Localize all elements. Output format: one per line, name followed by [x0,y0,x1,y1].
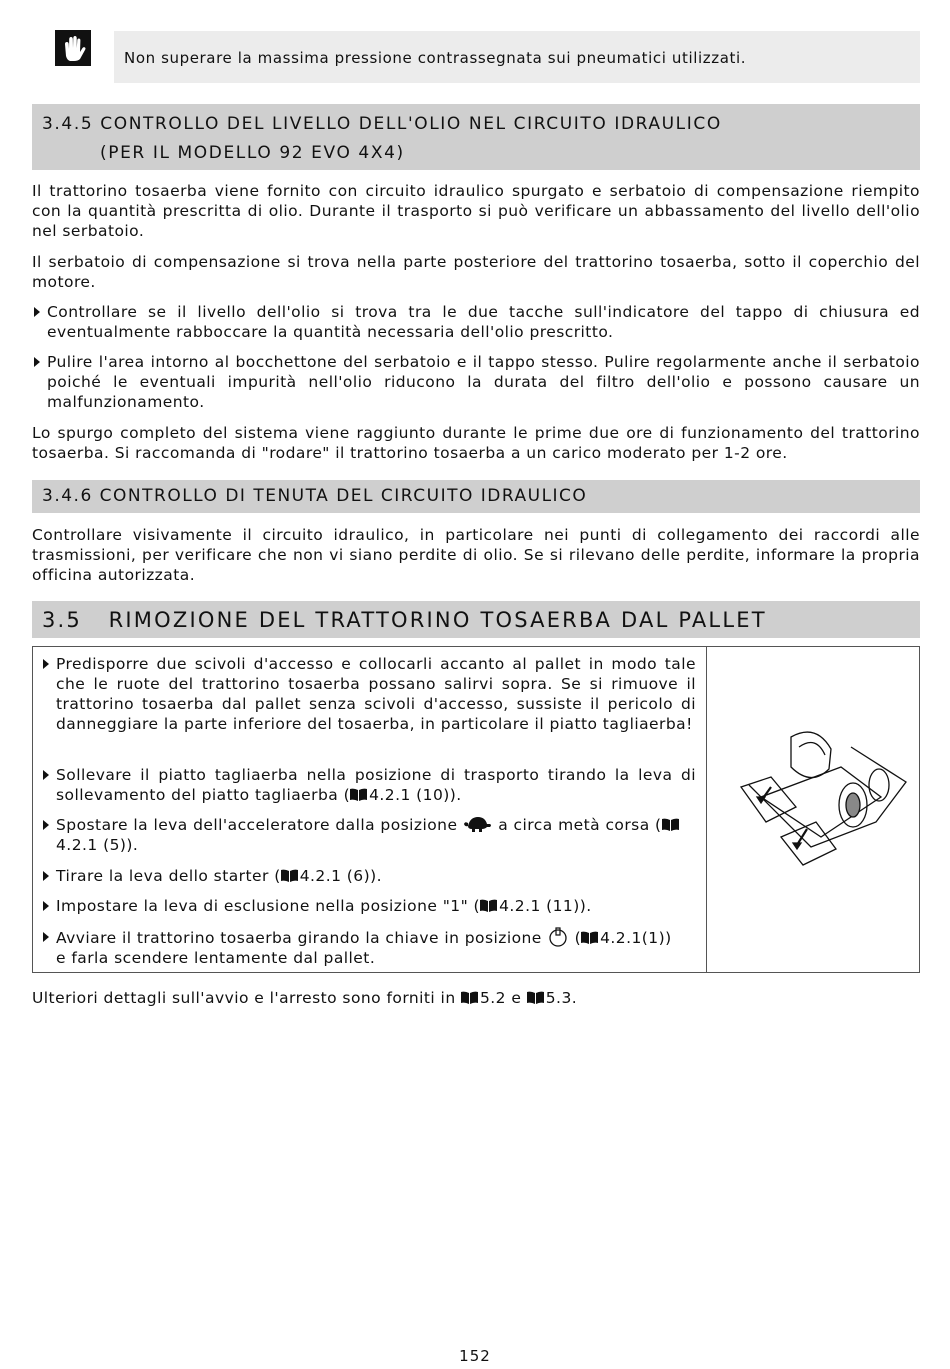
heading-line-1: 3.4.5 CONTROLLO DEL LIVELLO DELL'OLIO NEL CIRCUITO IDRAULICO [42,114,722,134]
list-item-text: Sollevare il piatto tagliaerba nella posizione di trasporto tirando la leva di sollevamento del piatto tagliaerba ( 4.2.1 (10)). [56,766,696,804]
turtle-icon [463,815,493,833]
triangle-bullet-icon [43,871,49,881]
triangle-bullet-icon [43,932,49,942]
book-icon [581,931,598,944]
page-number: 152 [459,1347,491,1365]
hand-stop-icon [55,30,91,66]
list-item [41,654,696,734]
ignition-key-icon [547,927,569,947]
book-icon [281,869,298,882]
list-item-text: Pulire l'area intorno al bocchettone del serbatoio e il tappo stesso. Pulire regolarmente anche il serbatoio poiché le eventuali impurità nell'olio riducono la durata del filtro dell'olio e possono causare un malfunzionamento. [47,353,920,411]
warning-text: Non superare la massima pressione contrassegnata sui pneumatici utilizzati. [124,49,747,67]
book-icon [527,991,544,1004]
heading-text: 3.5 RIMOZIONE DEL TRATTORINO TOSAERBA DAL PALLET [42,608,767,632]
list-item [41,896,696,916]
list-item [32,302,920,342]
heading-text: 3.4.6 CONTROLLO DI TENUTA DEL CIRCUITO IDRAULICO [42,486,588,506]
book-icon [461,991,478,1004]
triangle-bullet-icon [43,659,49,669]
mower-ramp-illustration [721,727,911,867]
book-icon [662,818,679,831]
list-item-text: Avviare il trattorino tosaerba girando la chiave in posizione ( 4.2.1(1)) e farla scendere lentamente dal pallet. [56,929,672,967]
triangle-bullet-icon [34,307,40,317]
warning-note [114,31,920,83]
triangle-bullet-icon [43,770,49,780]
paragraph: Il trattorino tosaerba viene fornito con circuito idraulico spurgato e serbatoio di compensazione riempito con la quantità prescritta di olio. Durante il trasporto si può verificare un abbassamento del livello dell'olio nel serbatoio. [32,182,920,240]
book-icon [480,899,497,912]
list-item-text: Impostare la leva di esclusione nella posizione "1" ( 4.2.1 (11)). [56,897,592,915]
section-heading-3-5 [32,601,920,638]
book-icon [350,788,367,801]
list-item [41,815,696,855]
paragraph: Ulteriori dettagli sull'avvio e l'arresto sono forniti in 5.2 e 5.3. [32,989,578,1007]
list-item [32,352,920,412]
list-item-text: Controllare se il livello dell'olio si trova tra le due tacche sull'indicatore del tappo di chiusura ed eventualmente rabboccare la quantità necessaria dell'olio prescritto. [47,303,920,341]
table-divider [706,647,707,972]
list-item [41,927,696,968]
list-item [41,765,696,805]
heading-line-2: (PER IL MODELLO 92 EVO 4X4) [100,143,405,163]
paragraph: Controllare visivamente il circuito idraulico, in particolare nei punti di collegamento dei raccordi alle trasmissioni, per verificare che non vi siano perdite di olio. Se si rilevano delle perdite, informare la propria officina autorizzata. [32,526,920,584]
list-item [41,866,696,886]
paragraph: Lo spurgo completo del sistema viene raggiunto durante le prime due ore di funzionamento del trattorino tosaerba. Si raccomanda di "rodare" il trattorino tosaerba a un carico moderato per 1-2 ore. [32,424,920,462]
list-item-text: Tirare la leva dello starter ( 4.2.1 (6)). [56,867,382,885]
triangle-bullet-icon [43,820,49,830]
paragraph: Il serbatoio di compensazione si trova nella parte posteriore del trattorino tosaerba, sotto il coperchio del motore. [32,253,920,291]
list-item-text: Predisporre due scivoli d'accesso e collocarli accanto al pallet in modo tale che le ruote del trattorino tosaerba possano salirvi sopra. Se si rimuove il trattorino tosaerba dal pallet senza scivoli d'accesso, sussiste il pericolo di danneggiare la parte inferiore del tosaerba, in particolare il piatto tagliaerba! [56,655,696,733]
list-item-text: Spostare la leva dell'acceleratore dalla posizione a circa metà corsa ( 4.2.1 (5)). [56,815,696,855]
triangle-bullet-icon [43,901,49,911]
instructions-table [32,646,920,973]
section-heading-3-4-6 [32,480,920,513]
triangle-bullet-icon [34,357,40,367]
section-heading-3-4-5 [32,104,920,170]
